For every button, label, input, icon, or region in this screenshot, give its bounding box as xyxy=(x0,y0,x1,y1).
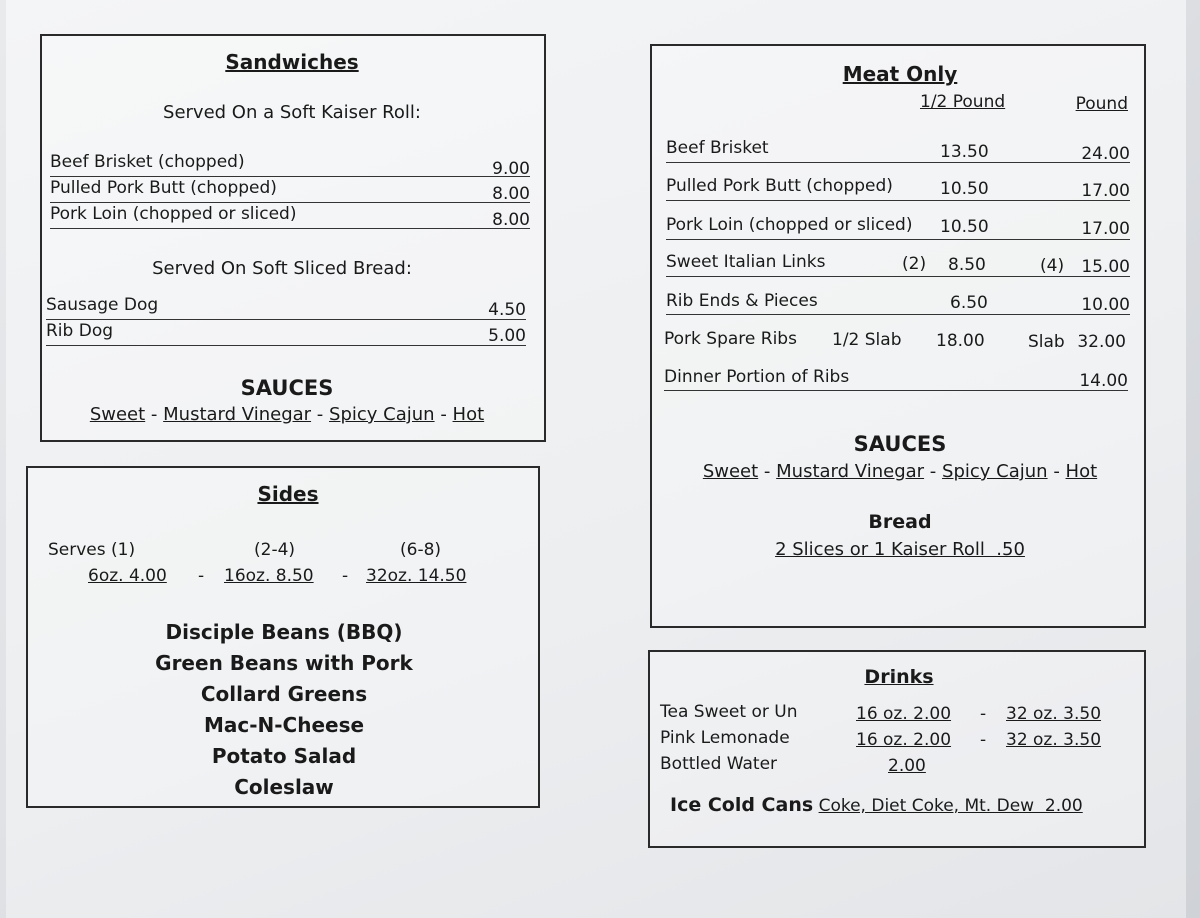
meat-box xyxy=(650,44,1146,628)
drink-name: Tea Sweet or Un xyxy=(660,702,798,722)
meat-qty1: 1/2 Slab xyxy=(832,330,902,350)
separator: - xyxy=(763,461,771,482)
meat-half-price: 8.50 xyxy=(948,255,986,275)
cans-label: Ice Cold Cans xyxy=(670,794,814,816)
bread-item-name: Rib Dog xyxy=(46,321,114,341)
cans-row xyxy=(670,794,1083,816)
cans-text: Coke, Diet Coke, Mt. Dew 2.00 xyxy=(818,796,1083,816)
sauce-item: Spicy Cajun xyxy=(329,404,435,425)
meat-item-name: Pulled Pork Butt (chopped) xyxy=(666,176,893,196)
separator: - xyxy=(929,461,937,482)
kaiser-item-name: Pork Loin (chopped or sliced) xyxy=(50,204,297,224)
meat-qty1: (2) xyxy=(902,254,927,274)
bread-item-price: 5.00 xyxy=(488,326,526,346)
kaiser-item-price: 8.00 xyxy=(492,184,530,204)
separator: - xyxy=(198,566,205,586)
drink-small: 16 oz. 2.00 xyxy=(856,730,952,750)
divider-line xyxy=(50,228,530,229)
meat-item-name: Beef Brisket xyxy=(666,138,769,158)
drink-name: Bottled Water xyxy=(660,754,778,774)
meat-qty2: Slab xyxy=(1028,332,1065,352)
meat-half-price: 13.50 xyxy=(940,142,989,162)
separator: - xyxy=(1053,461,1060,482)
divider-line xyxy=(50,176,530,177)
sides-box xyxy=(26,466,540,808)
meat-item-name: Pork Spare Ribs xyxy=(664,329,797,349)
sauces-list xyxy=(42,404,532,425)
sauce-item: Hot xyxy=(1065,461,1098,482)
side-item: Mac-N-Cheese xyxy=(203,713,365,737)
drink-small: 16 oz. 2.00 xyxy=(856,704,952,724)
kaiser-item-name: Pulled Pork Butt (chopped) xyxy=(50,178,277,198)
side-item: Coleslaw xyxy=(234,775,334,799)
bread-item-name: Sausage Dog xyxy=(46,295,159,315)
serves-label: (2-4) xyxy=(254,540,296,560)
meat-pound-price: 14.00 xyxy=(1079,371,1128,391)
bread-item-price: 4.50 xyxy=(488,300,526,320)
side-item: Potato Salad xyxy=(211,744,357,768)
divider-line xyxy=(46,319,526,320)
meat-qty2: (4) xyxy=(1040,256,1065,276)
sandwiches-box xyxy=(40,34,546,442)
side-item: Green Beans with Pork xyxy=(155,651,413,675)
meat-half-price: 6.50 xyxy=(950,293,988,313)
sandwiches-title: Sandwiches xyxy=(225,50,359,74)
kaiser-label: Served On a Soft Kaiser Roll: xyxy=(163,102,421,123)
separator: - xyxy=(316,404,324,425)
side-item: Collard Greens xyxy=(200,682,368,706)
meat-item-name: Sweet Italian Links xyxy=(666,252,826,272)
drink-large: 32 oz. 3.50 xyxy=(1006,730,1102,750)
drink-name: Pink Lemonade xyxy=(660,728,790,748)
sauce-item: Sweet xyxy=(89,404,146,425)
drinks-title: Drinks xyxy=(864,666,934,688)
meat-half-price: 10.50 xyxy=(940,179,989,199)
divider-line xyxy=(666,276,1130,277)
separator: - xyxy=(342,566,349,586)
sauce-item: Spicy Cajun xyxy=(942,461,1048,482)
sauce-item: Hot xyxy=(452,404,485,425)
divider-line xyxy=(666,239,1130,240)
meat-item-name: Rib Ends & Pieces xyxy=(666,291,818,311)
separator: - xyxy=(980,704,987,724)
divider-line xyxy=(50,202,530,203)
divider-line xyxy=(666,200,1130,201)
bread-text: 2 Slices or 1 Kaiser Roll .50 xyxy=(775,539,1025,560)
separator: - xyxy=(980,730,987,750)
size-price: 32oz. 14.50 xyxy=(366,566,467,586)
meat-pound-price: 15.00 xyxy=(1081,257,1130,277)
bread-title: Bread xyxy=(868,511,932,533)
meat-half-price: 18.00 xyxy=(936,331,985,351)
sides-title: Sides xyxy=(257,482,319,506)
meat-pound-price: 24.00 xyxy=(1081,144,1130,164)
meat-item-name: Dinner Portion of Ribs xyxy=(664,367,850,387)
sauces-list xyxy=(652,461,1148,482)
kaiser-item-name: Beef Brisket (chopped) xyxy=(50,152,245,172)
divider-line xyxy=(666,162,1130,163)
kaiser-item-price: 9.00 xyxy=(492,159,530,179)
sauces-title: SAUCES xyxy=(853,432,947,456)
drink-large: 32 oz. 3.50 xyxy=(1006,704,1102,724)
meat-item-name: Pork Loin (chopped or sliced) xyxy=(666,215,913,235)
size-price: 16oz. 8.50 xyxy=(224,566,314,586)
meat-title: Meat Only xyxy=(842,62,958,86)
divider-line xyxy=(666,314,1130,315)
sauces-title: SAUCES xyxy=(240,376,334,400)
drink-small: 2.00 xyxy=(888,756,926,776)
separator: - xyxy=(440,404,447,425)
separator: - xyxy=(150,404,158,425)
side-item: Disciple Beans (BBQ) xyxy=(165,620,403,644)
serves-label: Serves (1) xyxy=(48,540,136,560)
meat-pound-price: 17.00 xyxy=(1081,181,1130,201)
sauce-item: Mustard Vinegar xyxy=(776,461,925,482)
meat-pound-price: 32.00 xyxy=(1077,332,1126,352)
sauce-item: Mustard Vinegar xyxy=(163,404,312,425)
size-price: 6oz. 4.00 xyxy=(88,566,167,586)
col-pound-header: Pound xyxy=(1075,94,1128,114)
kaiser-item-price: 8.00 xyxy=(492,210,530,230)
sauce-item: Sweet xyxy=(702,461,759,482)
meat-pound-price: 17.00 xyxy=(1081,219,1130,239)
serves-label: (6-8) xyxy=(400,540,442,560)
divider-line xyxy=(46,345,526,346)
divider-line xyxy=(664,390,1128,391)
col-half-header: 1/2 Pound xyxy=(920,92,1006,112)
drinks-box xyxy=(648,650,1146,848)
bread-label: Served On Soft Sliced Bread: xyxy=(152,258,412,279)
meat-half-price: 10.50 xyxy=(940,217,989,237)
meat-pound-price: 10.00 xyxy=(1081,295,1130,315)
